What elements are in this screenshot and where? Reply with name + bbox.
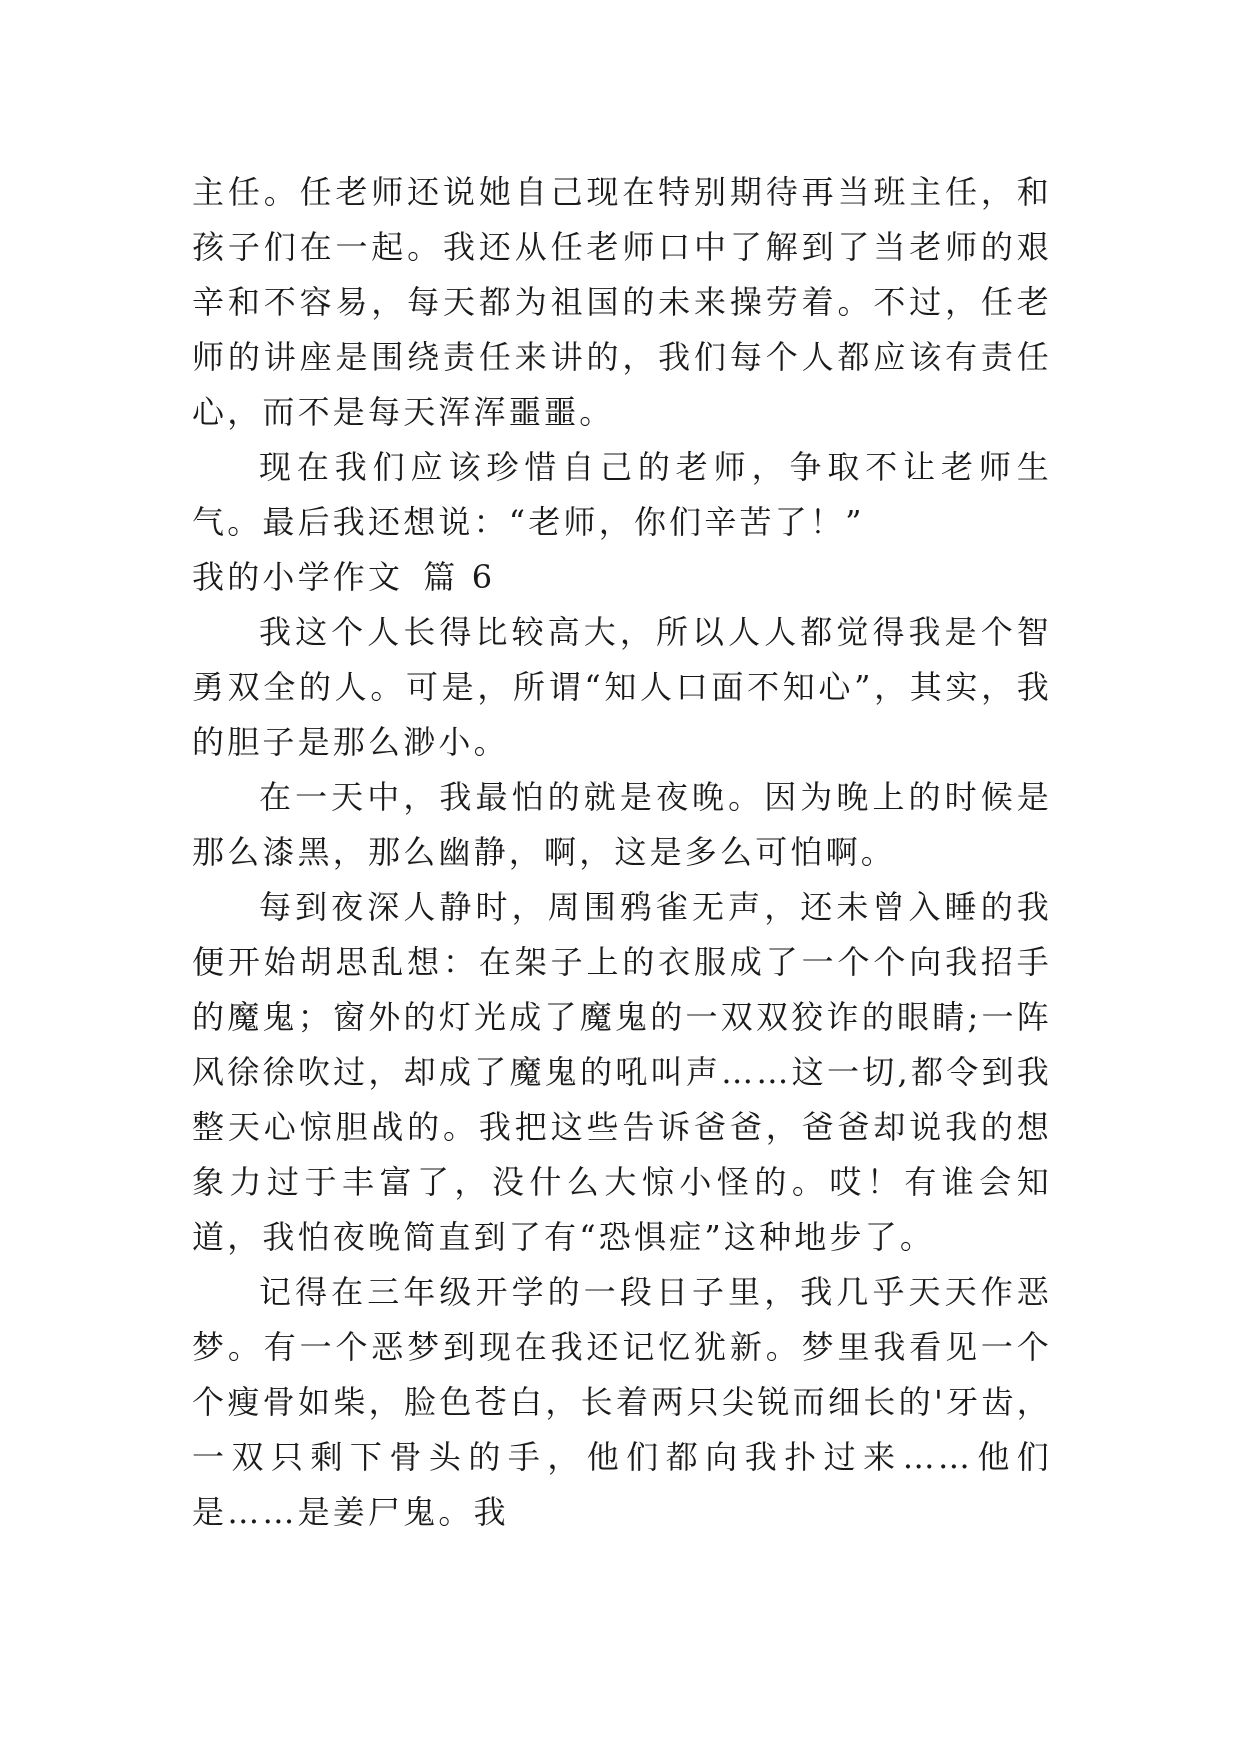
paragraph: 现在我们应该珍惜自己的老师，争取不让老师生气。最后我还想说：“老师，你们辛苦了！” [192, 448, 1052, 541]
heading-section-number: 篇 6 [423, 558, 496, 596]
heading-title: 我的小学作文 [192, 558, 404, 596]
paragraph: 我这个人长得比较高大，所以人人都觉得我是个智勇双全的人。可是，所谓“知人口面不知心”，其实，我的胆子是那么渺小。 [192, 613, 1052, 761]
paragraph: 在一天中，我最怕的就是夜晚。因为晚上的时候是那么漆黑，那么幽静，啊，这是多么可怕啊。 [192, 778, 1052, 871]
paragraph: 记得在三年级开学的一段日子里，我几乎天天作恶梦。有一个恶梦到现在我还记忆犹新。梦里我看见一个个瘦骨如柴，脸色苍白，长着两只尖锐而细长的'牙齿，一双只剩下骨头的手，他们都向我扑过来……他们是……是姜尸鬼。我 [192, 1273, 1052, 1531]
paragraph: 每到夜深人静时，周围鸦雀无声，还未曾入睡的我便开始胡思乱想：在架子上的衣服成了一个个向我招手的魔鬼；窗外的灯光成了魔鬼的一双双狡诈的眼睛;一阵风徐徐吹过，却成了魔鬼的吼叫声……这一切,都令到我整天心惊胆战的。我把这些告诉爸爸，爸爸却说我的想象力过于丰富了，没什么大惊小怪的。哎！有谁会知道，我怕夜晚简直到了有“恐惧症”这种地步了。 [192, 888, 1052, 1256]
section-heading [192, 550, 1052, 605]
document-page [192, 165, 1052, 1540]
paragraph: 主任。任老师还说她自己现在特别期待再当班主任，和孩子们在一起。我还从任老师口中了解到了当老师的艰辛和不容易，每天都为祖国的未来操劳着。不过，任老师的讲座是围绕责任来讲的，我们每个人都应该有责任心，而不是每天浑浑噩噩。 [192, 173, 1052, 431]
